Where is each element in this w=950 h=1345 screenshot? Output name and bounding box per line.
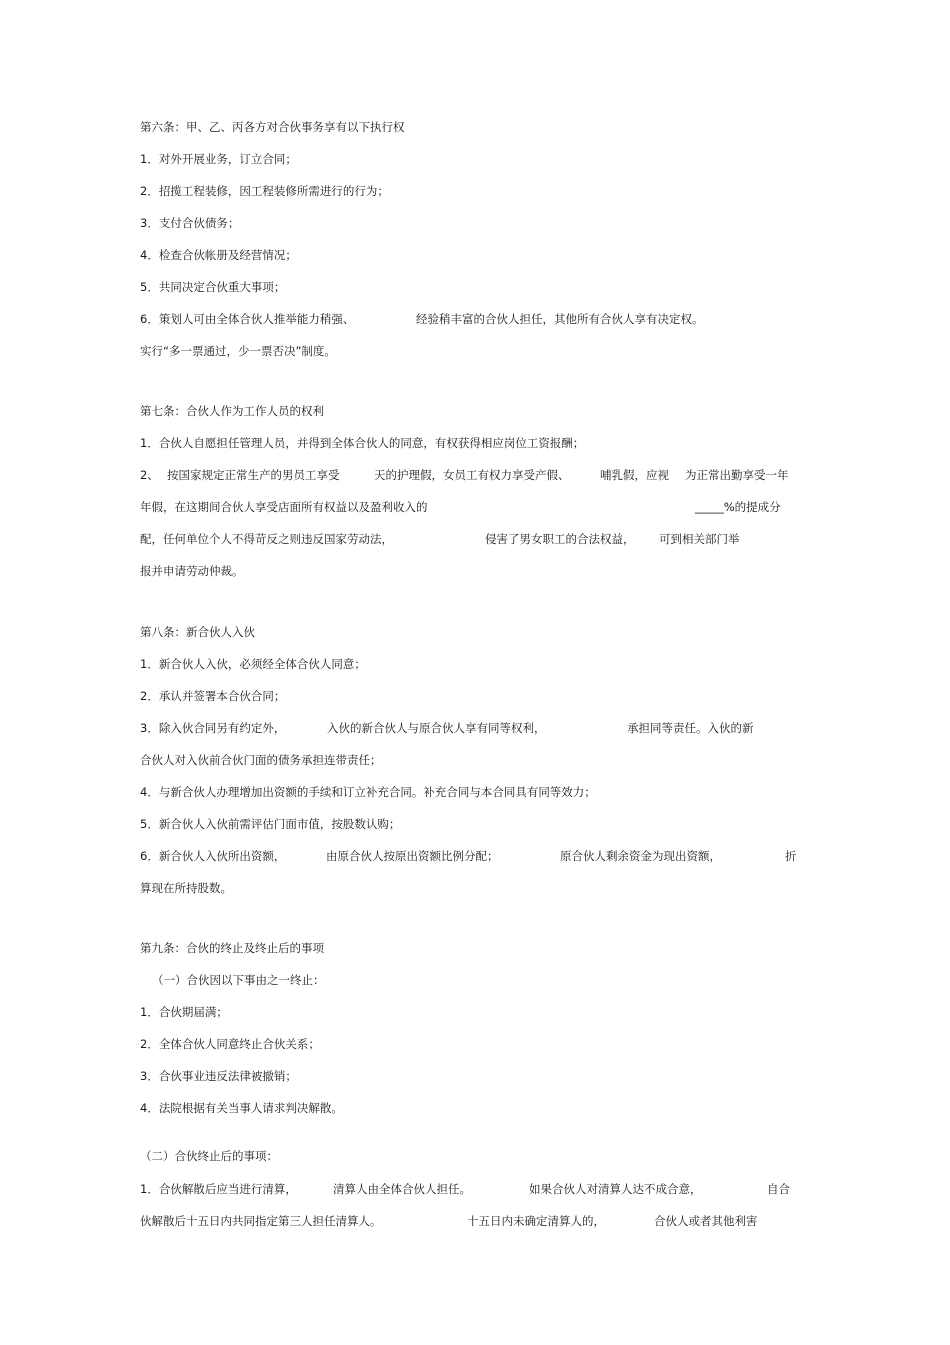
text-segment: 第七条：合伙人作为工作人员的权利 [140, 404, 324, 418]
text-segment: 第九条：合伙的终止及终止后的事项 [140, 941, 324, 955]
text-segment: 合伙人或者其他利害 [654, 1214, 758, 1228]
text-segment: 自合 [767, 1182, 790, 1196]
text-segment: 算现在所持股数。 [140, 881, 232, 895]
text-segment: 年假，在这期间合伙人享受店面所有权益以及盈利收入的 [140, 500, 428, 514]
text-segment: 经验稍丰富的合伙人担任，其他所有合伙人享有决定权。 [416, 312, 704, 326]
text-segment: 2．招揽工程装修，因工程装修所需进行的行为； [140, 184, 389, 198]
text-segment: 6．策划人可由全体合伙人推举能力稍强、 [140, 312, 355, 326]
text-segment: 折 [785, 849, 797, 863]
text-segment: 清算人由全体合伙人担任。 [333, 1182, 471, 1196]
text-segment: 1．合伙解散后应当进行清算， [140, 1182, 297, 1196]
text-segment: 6．新合伙人入伙所出资额， [140, 849, 286, 863]
text-segment: 原合伙人剩余资金为现出资额， [560, 849, 721, 863]
text-segment: 承担同等责任。入伙的新 [627, 721, 754, 735]
text-segment: 报并申请劳动仲裁。 [140, 564, 244, 578]
text-segment: 1．对外开展业务，订立合同； [140, 152, 297, 166]
text-segment: 哺乳假，应视 [600, 468, 669, 482]
text-segment: 3．除入伙合同另有约定外， [140, 721, 286, 735]
text-segment: 第六条：甲、乙、丙各方对合伙事务享有以下执行权 [140, 120, 405, 134]
text-segment: 5．共同决定合伙重大事项； [140, 280, 286, 294]
text-segment: 为正常出勤享受一年 [685, 468, 789, 482]
text-segment: 1．合伙人自愿担任管理人员，并得到全体合伙人的同意，有权获得相应岗位工资报酬； [140, 436, 585, 450]
text-segment: 3．合伙事业违反法律被撤销； [140, 1069, 297, 1083]
text-segment: （一）合伙因以下事由之一终止： [152, 973, 325, 987]
text-segment: 1．新合伙人入伙，必须经全体合伙人同意； [140, 657, 366, 671]
text-segment: 4．与新合伙人办理增加出资额的手续和订立补充合同。补充合同与本合同具有同等效力； [140, 785, 596, 799]
text-segment: 1．合伙期届满； [140, 1005, 228, 1019]
text-segment: 3．支付合伙债务； [140, 216, 240, 230]
text-segment: _____%的提成分 [695, 500, 781, 514]
text-segment: 2．承认并签署本合伙合同； [140, 689, 286, 703]
text-segment: 4．检查合伙帐册及经营情况； [140, 248, 297, 262]
text-segment: 入伙的新合伙人与原合伙人享有同等权利， [327, 721, 546, 735]
text-segment: 4．法院根据有关当事人请求判决解散。 [140, 1101, 343, 1115]
text-segment: 2、 [140, 468, 159, 482]
text-segment: 配，任何单位个人不得苛反之则违反国家劳动法， [140, 532, 393, 546]
text-segment: 伙解散后十五日内共同指定第三人担任清算人。 [140, 1214, 382, 1228]
text-segment: 由原合伙人按原出资额比例分配； [326, 849, 499, 863]
text-segment: 可到相关部门举 [659, 532, 740, 546]
text-segment: 天的护理假，女员工有权力享受产假、 [374, 468, 570, 482]
text-segment: 侵害了男女职工的合法权益， [485, 532, 635, 546]
text-segment: 十五日内未确定清算人的， [467, 1214, 605, 1228]
text-segment: 2．全体合伙人同意终止合伙关系； [140, 1037, 320, 1051]
text-segment: （二）合伙终止后的事项： [140, 1149, 278, 1163]
text-segment: 如果合伙人对清算人达不成合意， [529, 1182, 702, 1196]
text-segment: 实行“多一票通过，少一票否决”制度。 [140, 344, 336, 358]
text-segment: 第八条：新合伙人入伙 [140, 625, 255, 639]
text-segment: 合伙人对入伙前合伙门面的债务承担连带责任； [140, 753, 382, 767]
text-segment: 按国家规定正常生产的男员工享受 [167, 468, 340, 482]
text-segment: 5．新合伙人入伙前需评估门面市值，按股数认购； [140, 817, 401, 831]
